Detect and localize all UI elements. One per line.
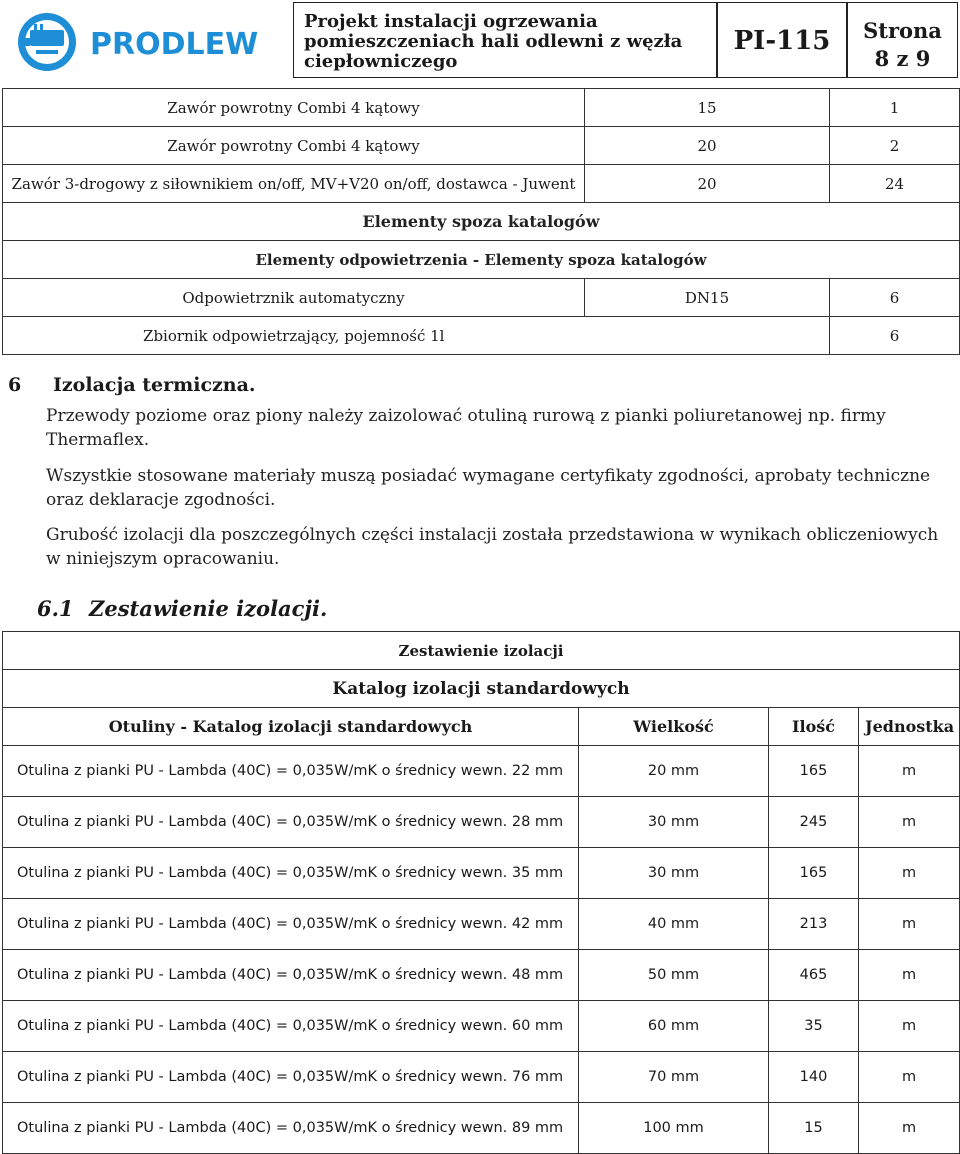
table-row	[3, 899, 960, 950]
insulation-size: 50 mm	[579, 950, 769, 1001]
document-title: Projekt instalacji ogrzewania pomieszczeniach hali odlewni z węzła ciepłowniczego	[293, 2, 717, 78]
page-number: 8 z 9	[874, 46, 931, 71]
insulation-qty: 35	[769, 1001, 859, 1052]
item-qty: 6	[830, 317, 960, 355]
item-qty: 6	[830, 279, 960, 317]
insulation-unit: m	[859, 950, 960, 1001]
insulation-size: 30 mm	[579, 848, 769, 899]
document-code: PI-115	[717, 2, 847, 78]
subsection-number: 6.1	[37, 596, 74, 621]
item-name: Odpowietrznik automatyczny	[3, 279, 585, 317]
paragraph: Wszystkie stosowane materiały muszą posiadać wymagane certyfikaty zgodności, aprobaty techniczne oraz deklaracje zgodności.	[46, 466, 931, 510]
insulation-unit: m	[859, 1001, 960, 1052]
insulation-size: 30 mm	[579, 797, 769, 848]
table-row	[3, 279, 960, 317]
item-size: 15	[585, 89, 830, 127]
section-title: Elementy spoza katalogów	[3, 203, 960, 241]
section-row	[3, 203, 960, 241]
insulation-size: 20 mm	[579, 746, 769, 797]
insulation-unit: m	[859, 848, 960, 899]
subsection-title: Elementy odpowietrzenia - Elementy spoza katalogów	[3, 241, 960, 279]
insulation-qty: 465	[769, 950, 859, 1001]
table-row	[3, 1001, 960, 1052]
insulation-description: Otulina z pianki PU - Lambda (40C) = 0,035W/mK o średnicy wewn. 48 mm	[3, 950, 579, 1001]
insulation-description: Otulina z pianki PU - Lambda (40C) = 0,035W/mK o średnicy wewn. 22 mm	[3, 746, 579, 797]
table-caption: Zestawienie izolacji	[3, 632, 960, 670]
insulation-qty: 165	[769, 746, 859, 797]
table-row	[3, 746, 960, 797]
logo-wordmark: PRODLEW	[90, 27, 259, 62]
insulation-unit: m	[859, 1103, 960, 1154]
insulation-qty: 15	[769, 1103, 859, 1154]
fittings-table	[2, 88, 960, 355]
insulation-size: 60 mm	[579, 1001, 769, 1052]
logo-box	[2, 2, 293, 78]
column-header: Ilość	[769, 708, 859, 746]
subsection-heading	[37, 596, 327, 621]
insulation-unit: m	[859, 899, 960, 950]
page-indicator	[847, 2, 958, 78]
table-row	[3, 317, 960, 355]
column-header: Otuliny - Katalog izolacji standardowych	[3, 708, 579, 746]
insulation-qty: 245	[769, 797, 859, 848]
table-row	[3, 848, 960, 899]
item-qty: 1	[830, 89, 960, 127]
table-row	[3, 165, 960, 203]
section-title: Izolacja termiczna.	[53, 374, 256, 396]
table-row	[3, 1103, 960, 1154]
insulation-description: Otulina z pianki PU - Lambda (40C) = 0,035W/mK o średnicy wewn. 60 mm	[3, 1001, 579, 1052]
insulation-qty: 165	[769, 848, 859, 899]
table-row	[3, 127, 960, 165]
subsection-row	[3, 241, 960, 279]
prodlew-logo	[12, 12, 292, 72]
item-qty: 24	[830, 165, 960, 203]
insulation-unit: m	[859, 797, 960, 848]
paragraph: Grubość izolacji dla poszczególnych części instalacji została przedstawiona w wynikach obliczeniowych w niniejszym opracowaniu.	[46, 525, 939, 569]
catalog-row	[3, 670, 960, 708]
insulation-description: Otulina z pianki PU - Lambda (40C) = 0,035W/mK o średnicy wewn. 89 mm	[3, 1103, 579, 1154]
catalog-title: Katalog izolacji standardowych	[3, 670, 960, 708]
paragraph: Przewody poziome oraz piony należy zaizolować otuliną rurową z pianki poliuretanowej np. firmy Thermaflex.	[46, 406, 886, 450]
item-name: Zawór powrotny Combi 4 kątowy	[3, 89, 585, 127]
insulation-table	[2, 631, 960, 1154]
caption-row	[3, 632, 960, 670]
page-header	[0, 0, 960, 82]
item-name: Zawór powrotny Combi 4 kątowy	[3, 127, 585, 165]
insulation-description: Otulina z pianki PU - Lambda (40C) = 0,035W/mK o średnicy wewn. 76 mm	[3, 1052, 579, 1103]
item-qty: 2	[830, 127, 960, 165]
insulation-description: Otulina z pianki PU - Lambda (40C) = 0,035W/mK o średnicy wewn. 42 mm	[3, 899, 579, 950]
item-name: Zbiornik odpowietrzający, pojemność 1l	[3, 317, 585, 355]
table-row	[3, 89, 960, 127]
item-size: DN15	[585, 279, 830, 317]
item-size	[585, 317, 830, 355]
table-row	[3, 1052, 960, 1103]
item-size: 20	[585, 165, 830, 203]
subsection-title: Zestawienie izolacji.	[89, 596, 328, 621]
item-name: Zawór 3-drogowy z siłownikiem on/off, MV+V20 on/off, dostawca - Juwent	[3, 165, 585, 203]
insulation-qty: 140	[769, 1052, 859, 1103]
table-row	[3, 950, 960, 1001]
insulation-size: 100 mm	[579, 1103, 769, 1154]
insulation-unit: m	[859, 746, 960, 797]
insulation-size: 70 mm	[579, 1052, 769, 1103]
insulation-description: Otulina z pianki PU - Lambda (40C) = 0,035W/mK o średnicy wewn. 35 mm	[3, 848, 579, 899]
insulation-unit: m	[859, 1052, 960, 1103]
header-row	[3, 708, 960, 746]
insulation-size: 40 mm	[579, 899, 769, 950]
item-size: 20	[585, 127, 830, 165]
table-row	[3, 797, 960, 848]
column-header: Wielkość	[579, 708, 769, 746]
section-number: 6	[8, 374, 22, 396]
insulation-description: Otulina z pianki PU - Lambda (40C) = 0,035W/mK o średnicy wewn. 28 mm	[3, 797, 579, 848]
page-label: Strona	[863, 18, 942, 43]
column-header: Jednostka	[859, 708, 960, 746]
insulation-qty: 213	[769, 899, 859, 950]
insulation-rows	[3, 746, 960, 1154]
section-heading	[8, 374, 256, 396]
